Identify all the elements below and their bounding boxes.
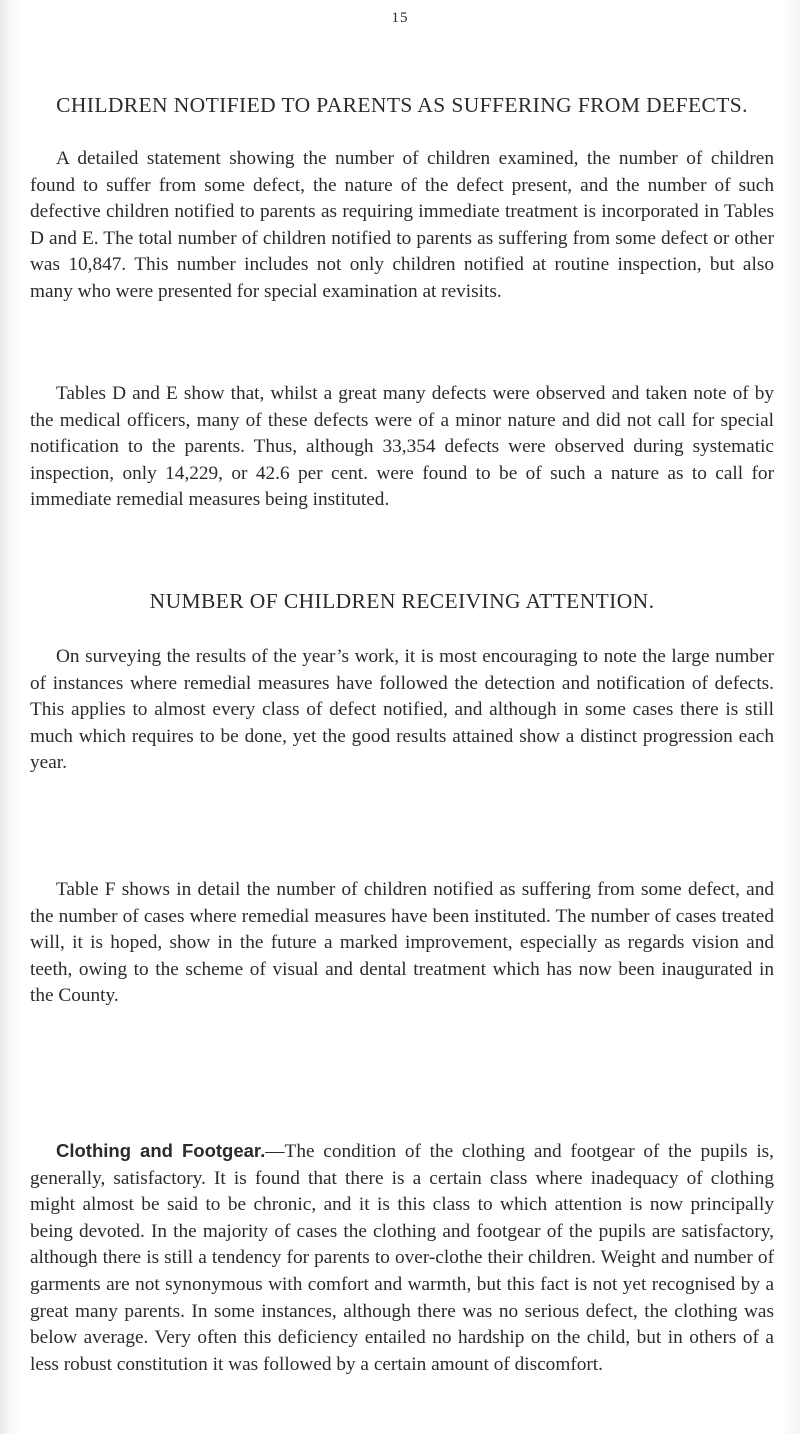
paragraph-clothing bbox=[30, 1138, 774, 1378]
section-heading-attention: NUMBER OF CHILDREN RECEIVING ATTENTION. bbox=[149, 589, 655, 613]
clothing-lead: Clothing and Footgear. bbox=[56, 1140, 266, 1161]
section-heading-defects: CHILDREN NOTIFIED TO PARENTS AS SUFFERING FROM DEFECTS. bbox=[56, 93, 748, 117]
page-number: 15 bbox=[391, 10, 409, 26]
clothing-text: —The condition of the clothing and footgear of the pupils is, generally, satisfactory. It is found that there is a certain class where inadequacy of clothing might almost be said to be chronic, and it is this class to which attention is now principally being devoted. In the majority of cases the clothing and footgear of the pupils are satisfactory, although there is still a tendency for parents to over-clothe their children. Weight and number of garments are not synonymous with comfort and warmth, but this fact is not yet recognised by a great many parents. In some instances, although there was no serious defect, the clothing was below average. Very often this deficiency entailed no hardship on the child, but in others of a less robust constitution it was followed by a certain amount of discomfort. bbox=[30, 1141, 774, 1375]
paragraph-table-f: Table F shows in detail the number of children notified as suffering from some defect, and the number of cases where remedial measures have been instituted. The number of cases treated will, it is hoped, show in the future a marked improvement, especially as regards vision and teeth, owing to the scheme of visual and dental treatment which has now been inaugurated in the County. bbox=[30, 879, 774, 1007]
paragraph-defects-statement: A detailed statement showing the number of children examined, the number of children found to suffer from some defect, the nature of the defect present, and the number of such defective children notified to parents as requiring immediate treatment is incorporated in Tables D and E. The total number of children notified to parents as suffering from some defect or other was 10,847. This number includes not only children notified at routine inspection, but also many who were presented for special examination at revisits. bbox=[30, 148, 774, 302]
paragraph-results: On surveying the results of the year’s work, it is most encouraging to note the large number of instances where remedial measures have followed the detection and notification of defects. This applies to almost every class of defect notified, and although in some cases there is still much which requires to be done, yet the good results attained show a distinct progression each year. bbox=[30, 646, 774, 774]
paragraph-tables-d-e: Tables D and E show that, whilst a great many defects were observed and taken note of by the medical officers, many of these defects were of a minor nature and did not call for special notification to the parents. Thus, although 33,354 defects were observed during systematic inspection, only 14,229, or 42.6 per cent. were found to be of such a nature as to call for immediate remedial measures being instituted. bbox=[30, 383, 774, 511]
